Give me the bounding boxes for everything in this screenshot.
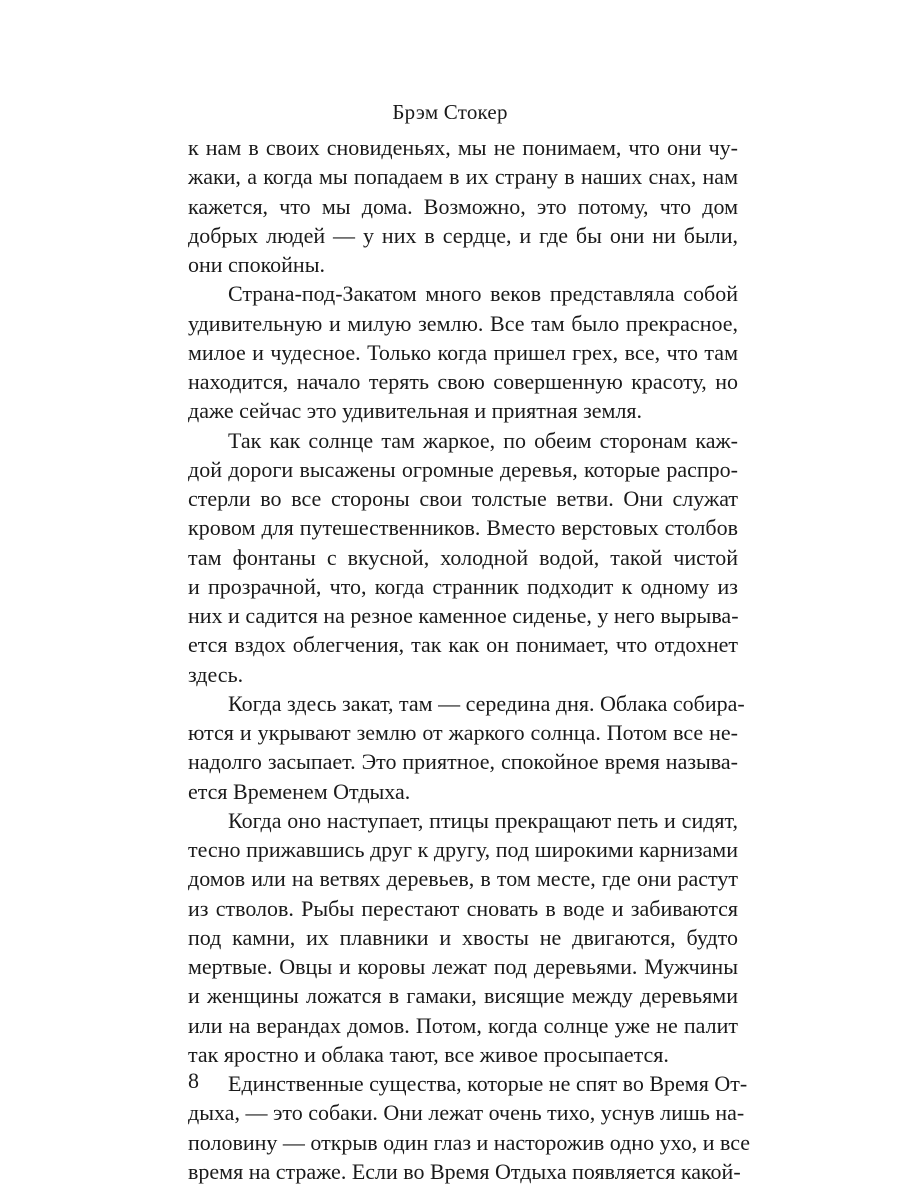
paragraph — [188, 426, 738, 689]
text-line: добрых людей — у них в сердце, и где бы они ни были, — [188, 222, 738, 248]
text-line: дой дороги высажены огромные деревья, которые распро- — [188, 456, 738, 482]
text-line: находится, начало терять свою совершенную красоту, но — [188, 369, 738, 394]
text-line: даже сейчас это удивительная и приятная земля. — [188, 398, 643, 424]
text-line: мертвые. Овцы и коровы лежат под деревьями. Мужчины — [188, 954, 738, 979]
text-line: них и садится на резное каменное сиденье, у него вырыва- — [188, 603, 739, 628]
text-line: ются и укрывают землю от жаркого солнца. Потом все не- — [188, 720, 738, 745]
text-line: они спокойны. — [188, 252, 325, 277]
text-line: жаки, а когда мы попадаем в их страну в наших снах, нам — [188, 164, 738, 190]
text-line: тесно прижавшись друг к другу, под широкими карнизами — [188, 837, 738, 862]
text-line: Так как солнце там жаркое, по обеим сторонам каж- — [228, 427, 738, 453]
text-line: домов или на ветвях деревьев, в том месте, где они растут — [188, 866, 738, 892]
text-line: ется Временем Отдыха. — [188, 778, 411, 804]
text-line: стерли во все стороны свои толстые ветви. Они служат — [188, 486, 738, 511]
paragraph — [188, 279, 738, 425]
text-line: из стволов. Рыбы перестают сновать в воде и забиваются — [188, 895, 738, 921]
text-line: время на страже. Если во Время Отдыха появляется какой- — [188, 1158, 741, 1184]
text-line: или на верандах домов. Потом, когда солнце уже не палит — [188, 1012, 738, 1038]
paragraph — [188, 689, 745, 806]
paragraph — [188, 133, 738, 279]
text-line: милое и чудесное. Только когда пришел грех, все, что там — [188, 339, 738, 365]
text-line: половину — открыв один глаз и насторожив одно ухо, и все — [188, 1129, 751, 1155]
text-line: надолго засыпает. Это приятное, спокойное время называ- — [188, 749, 738, 775]
body-text — [188, 133, 751, 1186]
paragraph — [188, 806, 738, 1069]
text-line: ется вздох облегчения, так как он понимает, что отдохнет — [188, 632, 738, 658]
paragraph — [188, 1069, 751, 1186]
text-line: кровом для путешественников. Вместо верстовых столбов — [188, 515, 738, 541]
text-line: так яростно и облака тают, все живое просыпается. — [188, 1041, 669, 1067]
text-line: Когда оно наступает, птицы прекращают петь и сидят, — [228, 807, 738, 833]
text-line: к нам в своих сновиденьях, мы не понимаем, что они чу- — [188, 135, 738, 160]
running-head-author: Брэм Стокер — [392, 100, 508, 124]
text-line: Когда здесь закат, там — середина дня. Облака собира- — [228, 690, 745, 716]
text-line: удивительную и милую землю. Все там было прекрасное, — [188, 310, 738, 336]
text-line: Единственные существа, которые не спят во Время От- — [228, 1071, 748, 1096]
text-line: и прозрачной, что, когда странник подходит к одному из — [188, 573, 738, 599]
text-line: под камни, их плавники и хвосты не двигаются, будто — [188, 924, 738, 950]
page-number: 8 — [188, 1068, 199, 1093]
text-line: кажется, что мы дома. Возможно, это потому, что дом — [188, 193, 738, 219]
text-line: Страна-под-Закатом много веков представляла собой — [228, 281, 738, 307]
text-line: дыха, — это собаки. Они лежат очень тихо, уснув лишь на- — [188, 1100, 745, 1126]
text-line: здесь. — [188, 661, 244, 687]
text-line: и женщины ложатся в гамаки, висящие между деревьями — [188, 983, 738, 1009]
text-line: там фонтаны с вкусной, холодной водой, такой чистой — [188, 544, 738, 570]
